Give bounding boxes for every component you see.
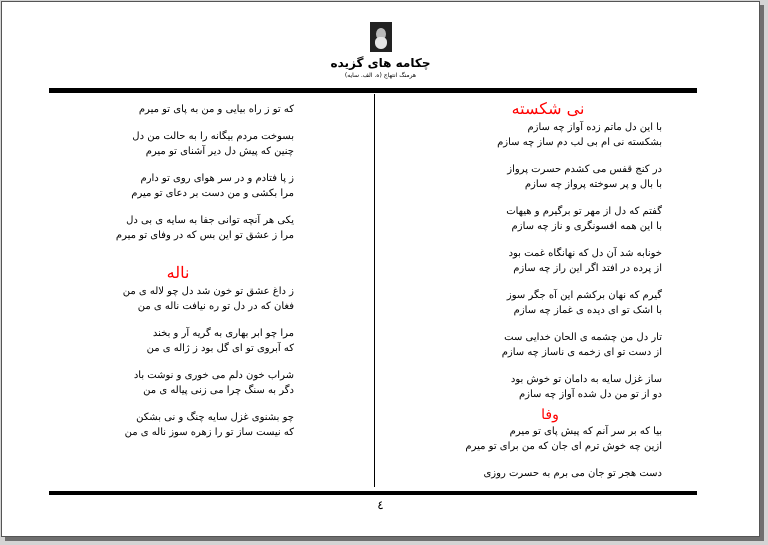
stanza [62, 213, 294, 243]
verse-line: از پرده در افتد اگر این راز چه سازم [513, 263, 662, 274]
stanza [394, 330, 662, 360]
verse-line: که نیست ساز تو را زهره سوز ناله ی من [124, 427, 294, 438]
stanza [62, 129, 294, 159]
column-divider [374, 94, 375, 487]
stanza [394, 424, 662, 454]
verse-line: ازین چه خوش ترم ای جان که من برای تو میرم [465, 441, 662, 452]
stanza [394, 372, 662, 402]
verse-line: چنین که پیش دل دیر آشنای تو میرم [145, 146, 294, 157]
verse-line: که آبروی تو ای گل بود ز ژاله ی من [146, 343, 294, 354]
stanza [394, 466, 662, 481]
verse-line: شراب خون دلم می خوری و نوشت باد [133, 370, 294, 381]
stanza [394, 162, 662, 192]
stanza [394, 246, 662, 276]
stanza [394, 204, 662, 234]
verse-line: ساز غزل سایه به دامان تو خوش بود [510, 374, 662, 385]
bottom-rule [49, 491, 697, 495]
verse-line: چو بشنوی غزل سایه چنگ و نی بشکن [136, 412, 294, 423]
verse-line: بیا که بر سر آنم که پیش پای تو میرم [509, 426, 662, 437]
stanza [62, 368, 294, 398]
portrait-beard [375, 37, 387, 49]
book-subtitle: هرمنگ انتهاج (ه. الف. سایه) [344, 72, 417, 79]
verse-line: از دست تو ای زخمه ی ناساز چه سازم [501, 347, 662, 358]
stanza [62, 102, 294, 117]
portrait-icon [370, 22, 392, 52]
stanza [394, 120, 662, 150]
page-number: ٤ [377, 498, 384, 512]
left-column [62, 102, 294, 452]
verse-line: بشکسته نی ام بی لب دم ساز چه سازم [497, 137, 662, 148]
poem-title: وفا [541, 407, 559, 423]
book-page [1, 1, 760, 537]
stanza [394, 288, 662, 318]
verse-line: فغان که در دل تو ره نیافت ناله ی من [137, 301, 294, 312]
verse-line: دو از تو من دل شده آواز چه سازم [518, 389, 662, 400]
top-rule [49, 88, 697, 93]
poem-title: نی شکسته [511, 99, 585, 118]
stanza [62, 284, 294, 314]
verse-line: دگر به سنگ چرا می زنی پیاله ی من [143, 385, 294, 396]
verse-line: خونابه شد آن دل که نهانگاه غمت بود [508, 248, 662, 259]
verse-line: با بال و پر سوخته پرواز چه سازم [524, 179, 662, 190]
verse-line: گفتم که دل از مهر تو برگیرم و هیهات [506, 206, 662, 217]
verse-line: در کنج قفس می کشدم حسرت پرواز [507, 164, 662, 175]
stanza [62, 171, 294, 201]
book-title: چکامه های گزیده [330, 56, 431, 70]
verse-line: بسوخت مردم بیگانه را به حالت من دل [132, 131, 294, 142]
verse-line: گیرم که نهان برکشم این آه جگر سوز [506, 290, 662, 301]
verse-line: یکی هر آنچه توانی جفا به سایه ی بی دل [126, 215, 294, 226]
verse-line: مرا چو ابر بهاری به گریه آر و بخند [152, 328, 294, 339]
verse-line: تار دل من چشمه ی الحان خدایی ست [504, 332, 662, 343]
right-column [394, 98, 662, 493]
verse-line: مرا ز عشق تو این بس که در وفای تو میرم [115, 230, 294, 241]
stanza [62, 410, 294, 440]
verse-line: دست هجر تو جان می برم به حسرت روزی [483, 468, 662, 479]
verse-line: با اشک تو ای دیده ی غماز چه سازم [513, 305, 662, 316]
verse-line: مرا بکشی و من دست بر دعای تو میرم [131, 188, 294, 199]
verse-line: ز داغ عشق تو خون شد دل چو لاله ی من [122, 286, 294, 297]
verse-line: با این همه افسونگری و ناز چه سازم [511, 221, 662, 232]
poem-title: ناله [166, 263, 190, 282]
page-header [2, 22, 759, 79]
verse-line: که تو ز راه بیایی و من به پای تو میرم [138, 104, 294, 115]
verse-line: ز پا فتادم و در سر هوای روی تو دارم [140, 173, 294, 184]
stanza [62, 326, 294, 356]
verse-line: با این دل ماتم زده آواز چه سازم [527, 122, 662, 133]
